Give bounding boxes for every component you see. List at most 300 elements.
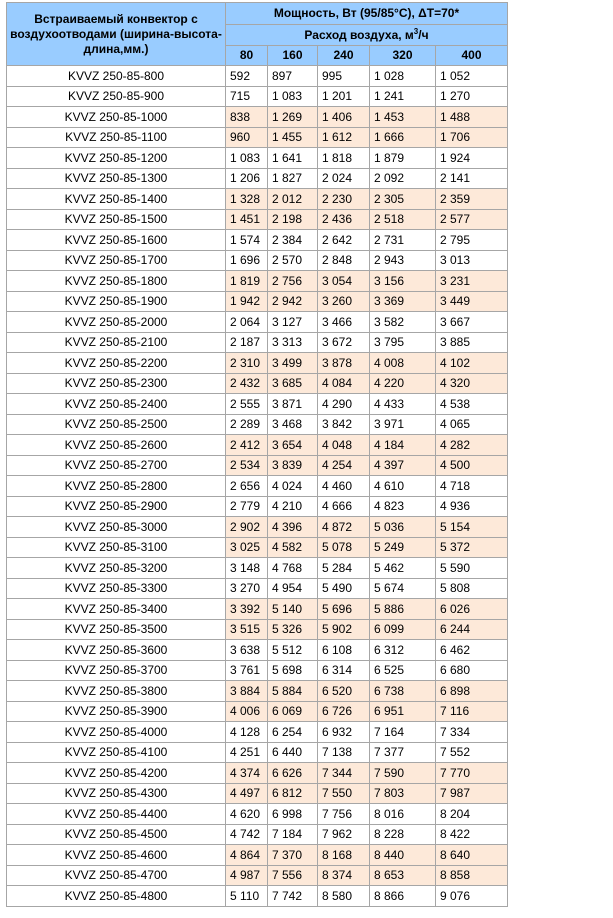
power-value-cell: 1 706	[436, 127, 508, 148]
power-value-cell: 1 666	[370, 127, 436, 148]
table-row	[7, 414, 508, 435]
power-value-cell: 5 372	[436, 537, 508, 558]
model-name-cell: KVVZ 250-85-3500	[7, 619, 226, 640]
power-value-cell: 4 396	[268, 517, 318, 538]
convector-power-table	[6, 2, 508, 907]
power-value-cell: 2 289	[226, 414, 268, 435]
power-value-cell: 4 872	[318, 517, 370, 538]
power-value-cell: 1 455	[268, 127, 318, 148]
table-row	[7, 312, 508, 333]
power-value-cell: 2 795	[436, 230, 508, 251]
power-value-cell: 3 260	[318, 291, 370, 312]
model-name-cell: KVVZ 250-85-1400	[7, 189, 226, 210]
power-value-cell: 3 672	[318, 332, 370, 353]
model-name-cell: KVVZ 250-85-1500	[7, 209, 226, 230]
power-value-cell: 5 326	[268, 619, 318, 640]
power-value-cell: 3 231	[436, 271, 508, 292]
power-value-cell: 8 204	[436, 804, 508, 825]
power-value-cell: 6 898	[436, 681, 508, 702]
power-value-cell: 6 254	[268, 722, 318, 743]
power-value-cell: 7 552	[436, 742, 508, 763]
power-value-cell: 3 148	[226, 558, 268, 579]
power-value-cell: 6 026	[436, 599, 508, 620]
model-name-cell: KVVZ 250-85-4200	[7, 763, 226, 784]
table-row	[7, 66, 508, 87]
power-value-cell: 6 738	[370, 681, 436, 702]
power-value-cell: 5 284	[318, 558, 370, 579]
power-value-cell: 5 036	[370, 517, 436, 538]
power-value-cell: 8 580	[318, 886, 370, 907]
model-name-cell: KVVZ 250-85-1100	[7, 127, 226, 148]
power-value-cell: 7 590	[370, 763, 436, 784]
power-value-cell: 1 924	[436, 148, 508, 169]
table-row	[7, 148, 508, 169]
power-value-cell: 4 582	[268, 537, 318, 558]
table-row	[7, 660, 508, 681]
power-value-cell: 5 590	[436, 558, 508, 579]
table-row	[7, 845, 508, 866]
power-value-cell: 6 099	[370, 619, 436, 640]
power-value-cell: 2 756	[268, 271, 318, 292]
power-value-cell: 4 065	[436, 414, 508, 435]
model-name-cell: KVVZ 250-85-3600	[7, 640, 226, 661]
model-name-cell: KVVZ 250-85-2900	[7, 496, 226, 517]
table-row	[7, 886, 508, 907]
power-value-cell: 3 654	[268, 435, 318, 456]
model-name-cell: KVVZ 250-85-1300	[7, 168, 226, 189]
model-name-cell: KVVZ 250-85-4000	[7, 722, 226, 743]
power-value-cell: 3 468	[268, 414, 318, 435]
model-name-cell: KVVZ 250-85-4600	[7, 845, 226, 866]
power-value-cell: 1 641	[268, 148, 318, 169]
power-value-cell: 5 462	[370, 558, 436, 579]
model-name-cell: KVVZ 250-85-2000	[7, 312, 226, 333]
table-row	[7, 353, 508, 374]
power-value-cell: 4 128	[226, 722, 268, 743]
power-value-cell: 1 612	[318, 127, 370, 148]
power-value-cell: 5 490	[318, 578, 370, 599]
model-name-cell: KVVZ 250-85-4800	[7, 886, 226, 907]
model-name-cell: KVVZ 250-85-2700	[7, 455, 226, 476]
table-row	[7, 619, 508, 640]
power-value-cell: 8 422	[436, 824, 508, 845]
power-value-cell: 3 839	[268, 455, 318, 476]
power-value-cell: 2 092	[370, 168, 436, 189]
power-value-cell: 2 305	[370, 189, 436, 210]
power-value-cell: 2 024	[318, 168, 370, 189]
power-value-cell: 1 052	[436, 66, 508, 87]
model-name-cell: KVVZ 250-85-4300	[7, 783, 226, 804]
power-value-cell: 3 971	[370, 414, 436, 435]
airflow-header-prefix: Расход воздуха, м	[304, 27, 414, 42]
power-value-cell: 3 885	[436, 332, 508, 353]
power-value-cell: 4 538	[436, 394, 508, 415]
power-value-cell: 4 251	[226, 742, 268, 763]
table-row	[7, 783, 508, 804]
power-value-cell: 6 932	[318, 722, 370, 743]
power-value-cell: 2 412	[226, 435, 268, 456]
power-value-cell: 6 069	[268, 701, 318, 722]
power-value-cell: 7 770	[436, 763, 508, 784]
model-name-cell: KVVZ 250-85-2400	[7, 394, 226, 415]
table-row	[7, 681, 508, 702]
table-row	[7, 209, 508, 230]
power-value-cell: 1 879	[370, 148, 436, 169]
power-value-cell: 6 108	[318, 640, 370, 661]
power-value-cell: 2 942	[268, 291, 318, 312]
power-value-cell: 1 328	[226, 189, 268, 210]
power-value-cell: 7 550	[318, 783, 370, 804]
power-value-cell: 4 620	[226, 804, 268, 825]
power-value-cell: 5 512	[268, 640, 318, 661]
power-value-cell: 960	[226, 127, 268, 148]
power-value-cell: 2 310	[226, 353, 268, 374]
power-value-cell: 4 742	[226, 824, 268, 845]
power-value-cell: 7 377	[370, 742, 436, 763]
model-name-cell: KVVZ 250-85-2100	[7, 332, 226, 353]
power-value-cell: 3 025	[226, 537, 268, 558]
power-value-cell: 7 184	[268, 824, 318, 845]
table-row	[7, 558, 508, 579]
table-row	[7, 599, 508, 620]
airflow-column-80: 80	[226, 46, 268, 66]
power-value-cell: 5 249	[370, 537, 436, 558]
power-value-cell: 4 936	[436, 496, 508, 517]
power-value-cell: 5 110	[226, 886, 268, 907]
power-value-cell: 7 756	[318, 804, 370, 825]
power-value-cell: 6 998	[268, 804, 318, 825]
power-value-cell: 6 244	[436, 619, 508, 640]
power-value-cell: 6 525	[370, 660, 436, 681]
table-row	[7, 332, 508, 353]
power-value-cell: 3 013	[436, 250, 508, 271]
airflow-column-160: 160	[268, 46, 318, 66]
table-row	[7, 373, 508, 394]
power-value-cell: 6 520	[318, 681, 370, 702]
power-value-cell: 1 819	[226, 271, 268, 292]
power-value-cell: 7 803	[370, 783, 436, 804]
power-value-cell: 8 228	[370, 824, 436, 845]
airflow-header-suffix: /ч	[418, 27, 429, 42]
power-value-cell: 6 312	[370, 640, 436, 661]
power-value-cell: 3 638	[226, 640, 268, 661]
power-value-cell: 897	[268, 66, 318, 87]
power-value-cell: 5 886	[370, 599, 436, 620]
power-value-cell: 8 440	[370, 845, 436, 866]
power-value-cell: 2 902	[226, 517, 268, 538]
airflow-header-superscript: 3	[413, 26, 419, 36]
power-value-cell: 5 078	[318, 537, 370, 558]
model-name-cell: KVVZ 250-85-3900	[7, 701, 226, 722]
power-value-cell: 3 054	[318, 271, 370, 292]
table-row	[7, 578, 508, 599]
model-name-cell: KVVZ 250-85-3200	[7, 558, 226, 579]
power-value-cell: 4 397	[370, 455, 436, 476]
power-value-cell: 3 878	[318, 353, 370, 374]
power-value-cell: 3 667	[436, 312, 508, 333]
model-name-cell: KVVZ 250-85-2500	[7, 414, 226, 435]
power-value-cell: 4 024	[268, 476, 318, 497]
model-name-cell: KVVZ 250-85-3100	[7, 537, 226, 558]
power-value-cell: 3 871	[268, 394, 318, 415]
power-value-cell: 6 626	[268, 763, 318, 784]
power-value-cell: 1 206	[226, 168, 268, 189]
power-value-cell: 1 241	[370, 86, 436, 107]
table-row	[7, 496, 508, 517]
table-row	[7, 250, 508, 271]
power-value-cell: 4 433	[370, 394, 436, 415]
power-value-cell: 4 084	[318, 373, 370, 394]
power-value-cell: 3 685	[268, 373, 318, 394]
table-row	[7, 230, 508, 251]
airflow-column-400: 400	[436, 46, 508, 66]
table-row	[7, 722, 508, 743]
power-value-cell: 6 680	[436, 660, 508, 681]
model-name-cell: KVVZ 250-85-3400	[7, 599, 226, 620]
power-value-cell: 2 198	[268, 209, 318, 230]
power-value-cell: 2 848	[318, 250, 370, 271]
power-value-cell: 838	[226, 107, 268, 128]
table-row	[7, 168, 508, 189]
power-column-header: Мощность, Вт (95/85°С), ΔT=70*	[226, 3, 508, 25]
power-value-cell: 4 460	[318, 476, 370, 497]
power-value-cell: 2 230	[318, 189, 370, 210]
power-value-cell: 5 154	[436, 517, 508, 538]
table-header	[7, 3, 508, 66]
power-value-cell: 5 140	[268, 599, 318, 620]
power-value-cell: 4 666	[318, 496, 370, 517]
model-name-cell: KVVZ 250-85-2300	[7, 373, 226, 394]
model-column-header: Встраиваемый конвектор с воздухоотводами (ширина-высота-длина,мм.)	[7, 3, 226, 66]
table-row	[7, 107, 508, 128]
power-value-cell: 3 884	[226, 681, 268, 702]
power-value-cell: 8 866	[370, 886, 436, 907]
power-value-cell: 1 201	[318, 86, 370, 107]
power-value-cell: 3 466	[318, 312, 370, 333]
airflow-column-240: 240	[318, 46, 370, 66]
power-value-cell: 2 141	[436, 168, 508, 189]
power-value-cell: 4 954	[268, 578, 318, 599]
power-value-cell: 7 370	[268, 845, 318, 866]
power-value-cell: 3 795	[370, 332, 436, 353]
power-value-cell: 3 515	[226, 619, 268, 640]
power-value-cell: 8 374	[318, 865, 370, 886]
model-name-cell: KVVZ 250-85-3700	[7, 660, 226, 681]
power-value-cell: 8 168	[318, 845, 370, 866]
power-value-cell: 4 254	[318, 455, 370, 476]
power-value-cell: 3 270	[226, 578, 268, 599]
power-value-cell: 5 808	[436, 578, 508, 599]
table-row	[7, 455, 508, 476]
power-value-cell: 1 083	[268, 86, 318, 107]
power-value-cell: 2 656	[226, 476, 268, 497]
model-name-cell: KVVZ 250-85-1700	[7, 250, 226, 271]
table-row	[7, 435, 508, 456]
power-value-cell: 4 610	[370, 476, 436, 497]
model-name-cell: KVVZ 250-85-1800	[7, 271, 226, 292]
power-value-cell: 7 962	[318, 824, 370, 845]
power-value-cell: 1 406	[318, 107, 370, 128]
power-value-cell: 1 028	[370, 66, 436, 87]
table-row	[7, 394, 508, 415]
model-name-cell: KVVZ 250-85-2200	[7, 353, 226, 374]
power-value-cell: 6 462	[436, 640, 508, 661]
power-value-cell: 715	[226, 86, 268, 107]
table-row	[7, 640, 508, 661]
power-value-cell: 1 827	[268, 168, 318, 189]
power-value-cell: 4 184	[370, 435, 436, 456]
model-name-cell: KVVZ 250-85-3000	[7, 517, 226, 538]
power-value-cell: 2 064	[226, 312, 268, 333]
power-value-cell: 3 582	[370, 312, 436, 333]
power-value-cell: 8 640	[436, 845, 508, 866]
power-value-cell: 3 369	[370, 291, 436, 312]
power-value-cell: 2 384	[268, 230, 318, 251]
power-value-cell: 3 392	[226, 599, 268, 620]
table-row	[7, 127, 508, 148]
power-value-cell: 2 577	[436, 209, 508, 230]
power-value-cell: 1 574	[226, 230, 268, 251]
model-name-cell: KVVZ 250-85-4100	[7, 742, 226, 763]
model-name-cell: KVVZ 250-85-3800	[7, 681, 226, 702]
power-value-cell: 3 449	[436, 291, 508, 312]
power-value-cell: 592	[226, 66, 268, 87]
power-value-cell: 4 768	[268, 558, 318, 579]
power-value-cell: 3 842	[318, 414, 370, 435]
model-name-cell: KVVZ 250-85-2800	[7, 476, 226, 497]
power-value-cell: 4 290	[318, 394, 370, 415]
power-value-cell: 7 742	[268, 886, 318, 907]
model-name-cell: KVVZ 250-85-1600	[7, 230, 226, 251]
power-value-cell: 2 570	[268, 250, 318, 271]
power-value-cell: 4 282	[436, 435, 508, 456]
power-value-cell: 7 556	[268, 865, 318, 886]
power-value-cell: 8 016	[370, 804, 436, 825]
power-value-cell: 4 987	[226, 865, 268, 886]
power-value-cell: 5 884	[268, 681, 318, 702]
model-name-cell: KVVZ 250-85-4500	[7, 824, 226, 845]
table-row	[7, 537, 508, 558]
power-value-cell: 2 012	[268, 189, 318, 210]
power-value-cell: 3 499	[268, 353, 318, 374]
power-value-cell: 4 374	[226, 763, 268, 784]
power-value-cell: 5 902	[318, 619, 370, 640]
power-value-cell: 3 313	[268, 332, 318, 353]
table-row	[7, 291, 508, 312]
power-value-cell: 4 823	[370, 496, 436, 517]
power-value-cell: 3 761	[226, 660, 268, 681]
power-value-cell: 6 812	[268, 783, 318, 804]
power-value-cell: 6 314	[318, 660, 370, 681]
table-row	[7, 86, 508, 107]
power-value-cell: 9 076	[436, 886, 508, 907]
table-row	[7, 517, 508, 538]
power-value-cell: 2 534	[226, 455, 268, 476]
power-value-cell: 7 344	[318, 763, 370, 784]
table-row	[7, 865, 508, 886]
table-row	[7, 763, 508, 784]
power-value-cell: 4 220	[370, 373, 436, 394]
power-value-cell: 2 436	[318, 209, 370, 230]
power-value-cell: 4 320	[436, 373, 508, 394]
power-value-cell: 1 696	[226, 250, 268, 271]
power-value-cell: 8 858	[436, 865, 508, 886]
power-value-cell: 1 818	[318, 148, 370, 169]
power-value-cell: 2 555	[226, 394, 268, 415]
power-value-cell: 5 696	[318, 599, 370, 620]
power-value-cell: 5 674	[370, 578, 436, 599]
power-value-cell: 7 138	[318, 742, 370, 763]
power-value-cell: 995	[318, 66, 370, 87]
power-value-cell: 1 453	[370, 107, 436, 128]
table-row	[7, 824, 508, 845]
power-value-cell: 1 270	[436, 86, 508, 107]
power-value-cell: 1 083	[226, 148, 268, 169]
power-value-cell: 7 987	[436, 783, 508, 804]
power-value-cell: 4 048	[318, 435, 370, 456]
airflow-header	[226, 25, 508, 46]
power-value-cell: 4 102	[436, 353, 508, 374]
power-value-cell: 4 497	[226, 783, 268, 804]
model-name-cell: KVVZ 250-85-1900	[7, 291, 226, 312]
power-value-cell: 8 653	[370, 865, 436, 886]
airflow-column-320: 320	[370, 46, 436, 66]
table-row	[7, 189, 508, 210]
model-name-cell: KVVZ 250-85-1000	[7, 107, 226, 128]
power-value-cell: 6 726	[318, 701, 370, 722]
power-value-cell: 2 642	[318, 230, 370, 251]
power-value-cell: 6 951	[370, 701, 436, 722]
power-value-cell: 4 006	[226, 701, 268, 722]
power-value-cell: 7 334	[436, 722, 508, 743]
power-value-cell: 4 864	[226, 845, 268, 866]
power-value-cell: 2 943	[370, 250, 436, 271]
table-row	[7, 804, 508, 825]
model-name-cell: KVVZ 250-85-4400	[7, 804, 226, 825]
model-name-cell: KVVZ 250-85-4700	[7, 865, 226, 886]
power-value-cell: 1 451	[226, 209, 268, 230]
table-row	[7, 701, 508, 722]
model-name-cell: KVVZ 250-85-3300	[7, 578, 226, 599]
power-value-cell: 4 210	[268, 496, 318, 517]
table-row	[7, 271, 508, 292]
model-name-cell: KVVZ 250-85-800	[7, 66, 226, 87]
power-value-cell: 1 488	[436, 107, 508, 128]
power-value-cell: 4 008	[370, 353, 436, 374]
power-value-cell: 2 432	[226, 373, 268, 394]
power-value-cell: 4 718	[436, 476, 508, 497]
power-value-cell: 1 942	[226, 291, 268, 312]
table-row	[7, 476, 508, 497]
power-value-cell: 2 518	[370, 209, 436, 230]
power-value-cell: 2 779	[226, 496, 268, 517]
power-value-cell: 5 698	[268, 660, 318, 681]
power-value-cell: 2 187	[226, 332, 268, 353]
power-value-cell: 3 127	[268, 312, 318, 333]
table-row	[7, 742, 508, 763]
model-name-cell: KVVZ 250-85-1200	[7, 148, 226, 169]
power-value-cell: 2 731	[370, 230, 436, 251]
power-value-cell: 7 164	[370, 722, 436, 743]
power-value-cell: 2 359	[436, 189, 508, 210]
power-value-cell: 6 440	[268, 742, 318, 763]
model-name-cell: KVVZ 250-85-2600	[7, 435, 226, 456]
power-value-cell: 7 116	[436, 701, 508, 722]
model-name-cell: KVVZ 250-85-900	[7, 86, 226, 107]
power-value-cell: 3 156	[370, 271, 436, 292]
power-value-cell: 1 269	[268, 107, 318, 128]
table-body	[7, 66, 508, 907]
